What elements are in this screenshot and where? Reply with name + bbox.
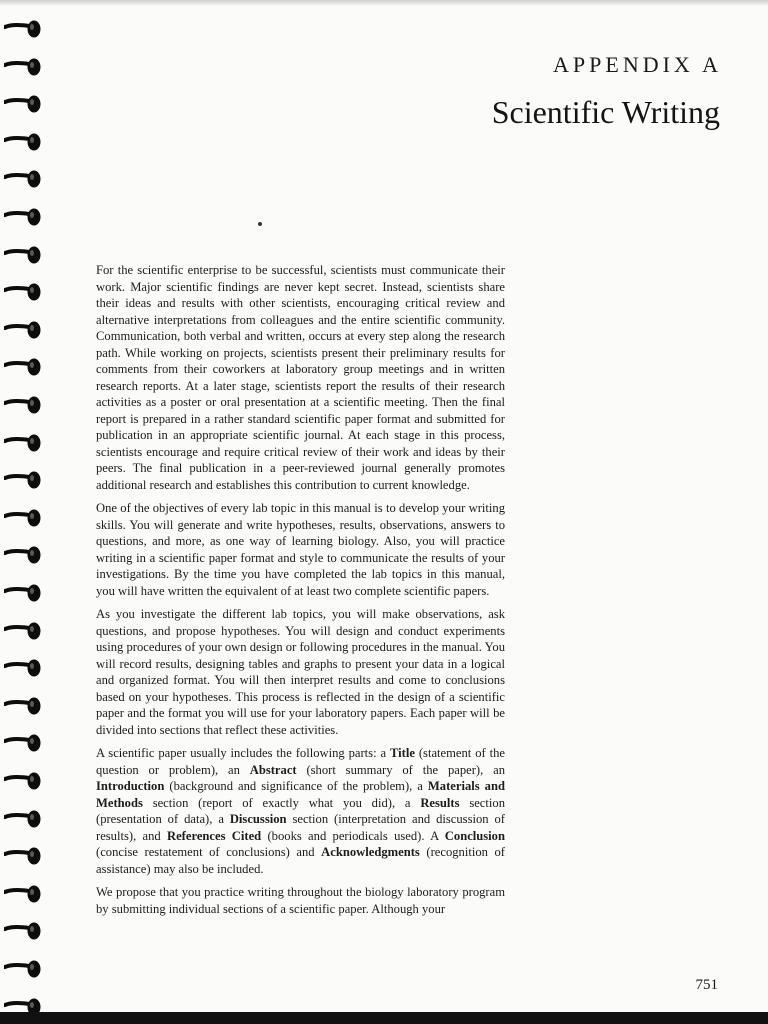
term-conclusion: Conclusion	[444, 828, 505, 843]
paragraph-1: For the scientific enterprise to be successful, scientists must communicate their work. Major scientific findings are never kept secret. Instead, scientists share their ideas and results with other scientists, encouraging critical review and alternative interpretations from colleagues and the entire scientific community. Communication, both verbal and written, occurs at every step along the research path. While working on projects, scientists present their preliminary results for comments from their coworkers at laboratory group meetings and in written research reports. At a later stage, scientists report the results of their research activities as a poster or oral presentation at a scientific meeting. Then the final report is prepared in a rather standard scientific paper format and submitted for publication in an appropriate scientific journal. At each stage in this process, scientists encourage and require critical review of their work and ideas by their peers. The final publication in a peer-reviewed journal generally promotes additional research and establishes this contribution to current knowledge.	[96, 263, 505, 492]
p4-text: (books and periodicals used). A	[261, 828, 445, 843]
appendix-label: APPENDIX A	[553, 52, 722, 77]
term-introduction: Introduction	[96, 779, 165, 793]
binding-ring-icon	[4, 544, 42, 566]
bottom-edge-shadow	[0, 1012, 768, 1024]
binding-ring-icon	[4, 93, 42, 115]
binding-ring-icon	[4, 620, 42, 642]
binding-ring-icon	[4, 883, 42, 905]
binding-ring-icon	[4, 507, 42, 529]
term-acknowledgments: Acknowledgments	[321, 845, 420, 859]
paragraph-5: We propose that you practice writing throughout the biology laboratory program by submitting individual sections of a scientific paper. Although your	[96, 885, 505, 916]
binding-ring-icon	[4, 281, 42, 303]
paragraph-2: One of the objectives of every lab topic in this manual is to develop your writing skills. You will generate and write hypotheses, results, observations, answers to questions, and more, as one way of learning biology. Also, you will practice writing in a scientific paper format and style to communicate the results of your investigations. By the time you have completed the lab topics in this manual, you will have written the equivalent of at least two complete scientific papers.	[96, 501, 505, 598]
binding-ring-icon	[4, 168, 42, 190]
binding-ring-icon	[4, 432, 42, 454]
paragraph-4	[96, 745, 505, 877]
binding-ring-icon	[4, 131, 42, 153]
scan-speck	[258, 222, 262, 226]
top-edge-shadow	[0, 0, 768, 6]
term-discussion: Discussion	[229, 812, 287, 826]
p4-text: (short summary of the paper), an	[296, 762, 505, 777]
binding-ring-icon	[4, 394, 42, 416]
spiral-binding	[0, 0, 48, 1024]
binding-ring-icon	[4, 808, 42, 830]
binding-ring-icon	[4, 695, 42, 717]
body-text	[96, 262, 505, 924]
binding-ring-icon	[4, 18, 42, 40]
binding-ring-icon	[4, 958, 42, 980]
binding-ring-icon	[4, 582, 42, 604]
p4-text: A scientific paper usually includes the following parts: a	[96, 746, 390, 760]
term-abstract: Abstract	[249, 762, 297, 777]
binding-ring-icon	[4, 770, 42, 792]
binding-ring-icon	[4, 920, 42, 942]
term-results: Results	[420, 795, 460, 810]
p4-text: (statement of the question or problem), an	[96, 746, 505, 777]
binding-ring-icon	[4, 56, 42, 78]
binding-ring-icon	[4, 469, 42, 491]
term-title: Title	[389, 746, 415, 760]
p4-text: section (report of exactly what you did), a	[142, 795, 421, 810]
term-references-cited: References Cited	[167, 828, 262, 843]
binding-ring-icon	[4, 845, 42, 867]
p4-text: section (interpretation and discussion of results), and	[96, 812, 505, 843]
binding-ring-icon	[4, 657, 42, 679]
p4-text: (recognition of assistance) may also be included.	[96, 845, 505, 876]
page-title: Scientific Writing	[491, 94, 720, 130]
binding-ring-icon	[4, 356, 42, 378]
p4-text: section (presentation of data), a	[96, 795, 505, 826]
p4-text: (concise restatement of conclusions) and	[96, 845, 322, 859]
binding-ring-icon	[4, 244, 42, 266]
binding-ring-icon	[4, 206, 42, 228]
binding-ring-icon	[4, 732, 42, 754]
p4-text: (background and significance of the problem), a	[164, 779, 428, 793]
binding-ring-icon	[4, 319, 42, 341]
paragraph-3: As you investigate the different lab topics, you will make observations, ask questions, and propose hypotheses. You will design and conduct experiments using procedures of your own design or following procedures in the manual. You will record results, designing tables and graphs to present your data in a logical and organized format. You will then interpret results and come to conclusions based on your hypotheses. This process is reflected in the design of a scientific paper and the format you will use for your laboratory papers. Each paper will be divided into sections that reflect these activities.	[96, 607, 505, 737]
term-materials-methods: Materials and Methods	[96, 779, 505, 810]
page-number: 751	[695, 977, 718, 993]
